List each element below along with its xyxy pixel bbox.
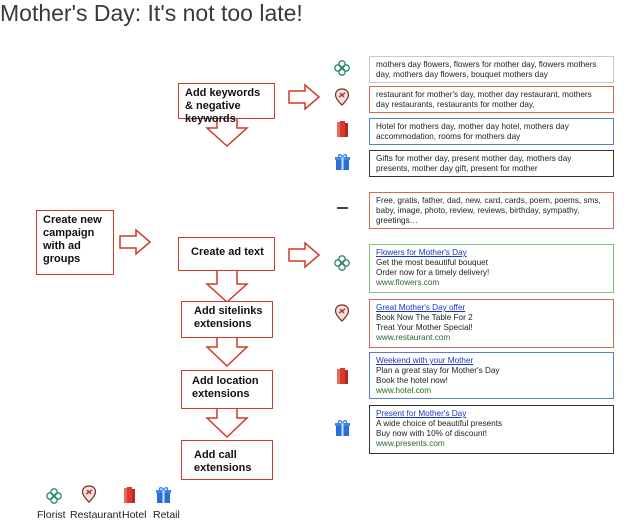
arrow-right-adtext <box>289 243 319 267</box>
ad-line-2: Treat Your Mother Special! <box>376 323 473 332</box>
flower-icon <box>334 60 351 78</box>
flower-icon <box>334 255 351 273</box>
ad-headline-link[interactable]: Weekend with your Mother <box>376 356 474 365</box>
step-create-campaign: Create new campaign with ad groups <box>36 210 114 275</box>
legend-label-retail: Retail <box>153 509 180 521</box>
arrow-down-adtext <box>207 270 247 302</box>
keyword-box-florist: mothers day flowers, flowers for mother day, flowers mothers day, mothers day flowers, bouquet mothers day <box>369 56 614 83</box>
map-pin-icon <box>81 485 98 503</box>
ad-display-url: www.restaurant.com <box>376 333 451 342</box>
ad-line-2: Book the hotel now! <box>376 376 448 385</box>
ad-florist <box>369 244 614 293</box>
ad-retail <box>369 405 614 454</box>
arrow-down-sitelinks <box>207 337 247 366</box>
ad-headline-link[interactable]: Flowers for Mother's Day <box>376 248 467 257</box>
step-add-location: Add location extensions <box>181 370 273 409</box>
ad-line-1: Get the most beautiful bouquet <box>376 258 488 267</box>
ad-hotel <box>369 352 614 399</box>
minus-icon <box>337 207 348 209</box>
step-add-keywords: Add keywords & negative keywords <box>178 83 275 119</box>
ad-display-url: www.hotel.com <box>376 386 432 395</box>
arrow-right-create <box>120 230 150 254</box>
arrow-down-location <box>207 408 247 437</box>
building-icon <box>334 367 351 385</box>
gift-icon <box>155 486 172 504</box>
building-icon <box>121 486 138 504</box>
keyword-box-hotel: Hotel for mothers day, mother day hotel, mothers day accommodation, rooms for mothers day <box>369 118 614 145</box>
legend-label-florist: Florist <box>37 509 66 521</box>
legend-label-hotel: Hotel <box>122 509 147 521</box>
ad-line-1: Book Now The Table For 2 <box>376 313 473 322</box>
step-create-ad-text: Create ad text <box>178 237 275 271</box>
building-icon <box>334 120 351 138</box>
gift-icon <box>334 419 351 437</box>
legend-label-restaurant: Restaurant <box>70 509 122 521</box>
page-title: Mother's Day: It's not too late! <box>0 0 303 26</box>
keyword-box-restaurant: restaurant for mother's day, mother day restaurant, mothers day restaurants, restaurants for mother day, <box>369 86 614 113</box>
ad-line-1: A wide choice of beautiful presents <box>376 419 503 428</box>
keyword-box-retail: Gifts for mother day, present mother day, mothers day presents, mother day gift, present for mother <box>369 150 614 177</box>
ad-line-1: Plan a great stay for Mother's Day <box>376 366 500 375</box>
ad-headline-link[interactable]: Great Mother's Day offer <box>376 303 466 312</box>
ad-line-2: Order now for a timely delivery! <box>376 268 490 277</box>
arrow-right-keywords <box>289 85 319 109</box>
negative-keywords-box: Free, gratis, father, dad, new, card, cards, poem, poems, sms, baby, image, photo, review, reviews, birthday, sympathy, greetings… <box>369 192 614 229</box>
ad-line-2: Buy now with 10% of discount! <box>376 429 488 438</box>
ad-restaurant <box>369 299 614 348</box>
ad-display-url: www.flowers.com <box>376 278 440 287</box>
step-add-call: Add call extensions <box>181 440 273 480</box>
map-pin-icon <box>334 304 351 322</box>
step-add-sitelinks: Add sitelinks extensions <box>181 301 273 338</box>
map-pin-icon <box>334 88 351 106</box>
flower-icon <box>46 488 63 506</box>
ad-headline-link[interactable]: Present for Mother's Day <box>376 409 467 418</box>
ad-display-url: www.presents.com <box>376 439 445 448</box>
gift-icon <box>334 153 351 171</box>
